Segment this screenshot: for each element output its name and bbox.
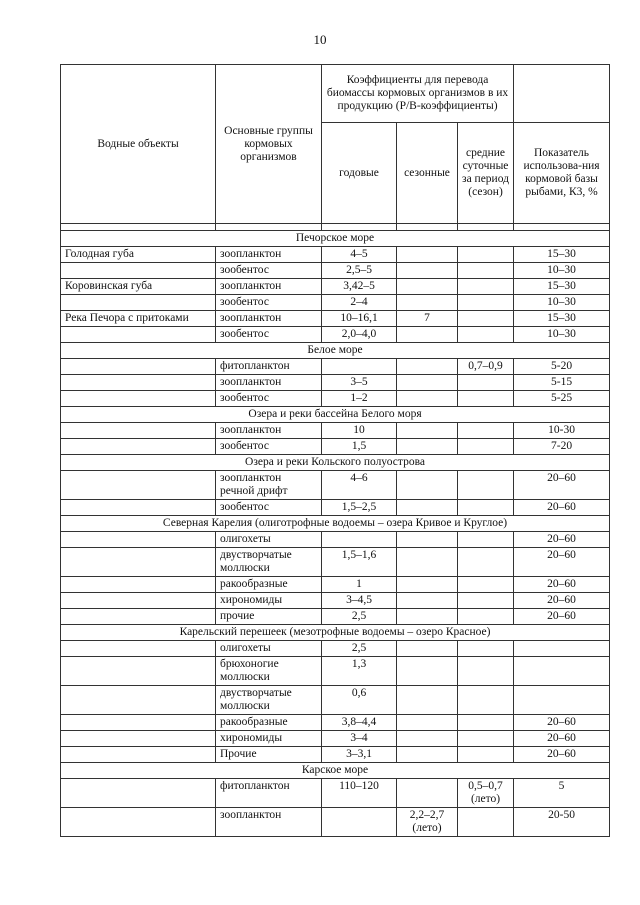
table-row: [61, 731, 610, 747]
annual-coef-cell: 3–5: [322, 375, 397, 391]
daily-coef-cell: [458, 593, 514, 609]
seasonal-coef-cell: [397, 279, 458, 295]
water-object-cell: [61, 391, 216, 407]
section-row: [61, 407, 610, 423]
water-object-cell: [61, 686, 216, 715]
seasonal-coef-cell: [397, 439, 458, 455]
section-row: [61, 231, 610, 247]
table-row: [61, 532, 610, 548]
water-object-cell: [61, 439, 216, 455]
water-object-cell: [61, 327, 216, 343]
water-object-cell: [61, 295, 216, 311]
section-title: Озера и реки Кольского полуострова: [61, 455, 610, 471]
organism-group-cell: олигохеты: [216, 641, 322, 657]
water-object-cell: Коровинская губа: [61, 279, 216, 295]
annual-coef-cell: 3–3,1: [322, 747, 397, 763]
water-object-cell: Река Печора с притоками: [61, 311, 216, 327]
table-row: [61, 500, 610, 516]
daily-coef-cell: [458, 295, 514, 311]
usage-index-cell: [514, 686, 610, 715]
table-row: [61, 808, 610, 837]
section-row: [61, 516, 610, 532]
annual-coef-cell: 1,5: [322, 439, 397, 455]
water-object-cell: [61, 641, 216, 657]
annual-coef-cell: 10–16,1: [322, 311, 397, 327]
annual-coef-cell: 3–4,5: [322, 593, 397, 609]
annual-coef-cell: 2,5: [322, 609, 397, 625]
section-title: Печорское море: [61, 231, 610, 247]
section-row: [61, 343, 610, 359]
daily-coef-cell: [458, 808, 514, 837]
header-coefficients: Коэффициенты для перевода биомассы кормовых организмов в их продукцию (Р/В-коэффициенты): [322, 65, 514, 123]
table-row: [61, 359, 610, 375]
organism-group-cell: зоопланктон: [216, 311, 322, 327]
seasonal-coef-cell: [397, 715, 458, 731]
organism-group-cell: хирономиды: [216, 593, 322, 609]
header-usage: Показатель использова-ния кормовой базы рыбами, К3, %: [514, 123, 610, 224]
annual-coef-cell: 3,42–5: [322, 279, 397, 295]
seasonal-coef-cell: [397, 359, 458, 375]
table-row: [61, 423, 610, 439]
organism-group-cell: зоопланктон речной дрифт: [216, 471, 322, 500]
table-row: [61, 779, 610, 808]
seasonal-coef-cell: [397, 247, 458, 263]
usage-index-cell: 5-25: [514, 391, 610, 407]
seasonal-coef-cell: [397, 641, 458, 657]
table-row: [61, 686, 610, 715]
organism-group-cell: зообентос: [216, 500, 322, 516]
table-row: [61, 657, 610, 686]
daily-coef-cell: [458, 548, 514, 577]
water-object-cell: [61, 359, 216, 375]
annual-coef-cell: 110–120: [322, 779, 397, 808]
organism-group-cell: фитопланктон: [216, 779, 322, 808]
table-row: [61, 609, 610, 625]
table-row: [61, 641, 610, 657]
daily-coef-cell: [458, 423, 514, 439]
table-row: [61, 263, 610, 279]
header-spacer-row: [61, 224, 610, 231]
water-object-cell: [61, 731, 216, 747]
water-object-cell: [61, 715, 216, 731]
organism-group-cell: двустворчатые моллюски: [216, 548, 322, 577]
organism-group-cell: двустворчатые моллюски: [216, 686, 322, 715]
annual-coef-cell: [322, 808, 397, 837]
water-object-cell: [61, 657, 216, 686]
usage-index-cell: 5: [514, 779, 610, 808]
table-row: [61, 375, 610, 391]
organism-group-cell: Прочие: [216, 747, 322, 763]
water-object-cell: [61, 375, 216, 391]
header-empty-cell: [514, 65, 610, 123]
daily-coef-cell: [458, 532, 514, 548]
table-row: [61, 311, 610, 327]
annual-coef-cell: 10: [322, 423, 397, 439]
organism-group-cell: зоопланктон: [216, 808, 322, 837]
water-object-cell: Голодная губа: [61, 247, 216, 263]
section-title: Белое море: [61, 343, 610, 359]
seasonal-coef-cell: [397, 375, 458, 391]
header-objects: Водные объекты: [61, 65, 216, 224]
annual-coef-cell: 1,3: [322, 657, 397, 686]
daily-coef-cell: [458, 657, 514, 686]
usage-index-cell: 5-15: [514, 375, 610, 391]
daily-coef-cell: [458, 577, 514, 593]
usage-index-cell: 20-50: [514, 808, 610, 837]
water-object-cell: [61, 263, 216, 279]
organism-group-cell: фитопланктон: [216, 359, 322, 375]
biomass-coefficients-table: [60, 64, 610, 837]
water-object-cell: [61, 423, 216, 439]
seasonal-coef-cell: [397, 532, 458, 548]
usage-index-cell: 10-30: [514, 423, 610, 439]
water-object-cell: [61, 593, 216, 609]
seasonal-coef-cell: [397, 295, 458, 311]
usage-index-cell: 20–60: [514, 500, 610, 516]
seasonal-coef-cell: [397, 593, 458, 609]
annual-coef-cell: 1: [322, 577, 397, 593]
water-object-cell: [61, 609, 216, 625]
water-object-cell: [61, 471, 216, 500]
seasonal-coef-cell: [397, 391, 458, 407]
organism-group-cell: зообентос: [216, 439, 322, 455]
water-object-cell: [61, 548, 216, 577]
annual-coef-cell: 2,5: [322, 641, 397, 657]
daily-coef-cell: [458, 311, 514, 327]
table-row: [61, 715, 610, 731]
usage-index-cell: 20–60: [514, 593, 610, 609]
usage-index-cell: 20–60: [514, 532, 610, 548]
water-object-cell: [61, 577, 216, 593]
seasonal-coef-cell: [397, 577, 458, 593]
annual-coef-cell: 3–4: [322, 731, 397, 747]
water-object-cell: [61, 532, 216, 548]
daily-coef-cell: [458, 500, 514, 516]
seasonal-coef-cell: [397, 609, 458, 625]
daily-coef-cell: [458, 731, 514, 747]
water-object-cell: [61, 779, 216, 808]
table-row: [61, 247, 610, 263]
annual-coef-cell: 3,8–4,4: [322, 715, 397, 731]
annual-coef-cell: 4–6: [322, 471, 397, 500]
organism-group-cell: олигохеты: [216, 532, 322, 548]
usage-index-cell: 10–30: [514, 327, 610, 343]
seasonal-coef-cell: [397, 779, 458, 808]
seasonal-coef-cell: [397, 327, 458, 343]
usage-index-cell: 10–30: [514, 295, 610, 311]
header-daily: средние суточные за период (сезон): [458, 123, 514, 224]
daily-coef-cell: [458, 391, 514, 407]
annual-coef-cell: 2,5–5: [322, 263, 397, 279]
water-object-cell: [61, 747, 216, 763]
usage-index-cell: 20–60: [514, 747, 610, 763]
annual-coef-cell: 4–5: [322, 247, 397, 263]
seasonal-coef-cell: [397, 686, 458, 715]
table-row: [61, 593, 610, 609]
organism-group-cell: зообентос: [216, 327, 322, 343]
daily-coef-cell: 0,5–0,7 (лето): [458, 779, 514, 808]
section-row: [61, 625, 610, 641]
organism-group-cell: хирономиды: [216, 731, 322, 747]
table-row: [61, 439, 610, 455]
organism-group-cell: зообентос: [216, 295, 322, 311]
daily-coef-cell: [458, 471, 514, 500]
daily-coef-cell: [458, 279, 514, 295]
section-title: Северная Карелия (олиготрофные водоемы – озера Кривое и Круглое): [61, 516, 610, 532]
table-row: [61, 391, 610, 407]
usage-index-cell: 20–60: [514, 715, 610, 731]
organism-group-cell: зоопланктон: [216, 247, 322, 263]
daily-coef-cell: [458, 686, 514, 715]
organism-group-cell: зообентос: [216, 263, 322, 279]
organism-group-cell: зообентос: [216, 391, 322, 407]
organism-group-cell: ракообразные: [216, 715, 322, 731]
usage-index-cell: 7-20: [514, 439, 610, 455]
daily-coef-cell: [458, 327, 514, 343]
daily-coef-cell: [458, 263, 514, 279]
water-object-cell: [61, 808, 216, 837]
organism-group-cell: зоопланктон: [216, 375, 322, 391]
table-row: [61, 471, 610, 500]
usage-index-cell: 15–30: [514, 247, 610, 263]
usage-index-cell: 15–30: [514, 311, 610, 327]
section-title: Озера и реки бассейна Белого моря: [61, 407, 610, 423]
annual-coef-cell: 0,6: [322, 686, 397, 715]
daily-coef-cell: [458, 375, 514, 391]
daily-coef-cell: [458, 641, 514, 657]
organism-group-cell: зоопланктон: [216, 279, 322, 295]
section-row: [61, 763, 610, 779]
organism-group-cell: ракообразные: [216, 577, 322, 593]
seasonal-coef-cell: [397, 747, 458, 763]
usage-index-cell: [514, 641, 610, 657]
annual-coef-cell: 2,0–4,0: [322, 327, 397, 343]
usage-index-cell: 20–60: [514, 471, 610, 500]
header-groups: Основные группы кормовых организмов: [216, 65, 322, 224]
page-number: 10: [313, 32, 327, 47]
table-row: [61, 327, 610, 343]
seasonal-coef-cell: [397, 548, 458, 577]
annual-coef-cell: 1,5–2,5: [322, 500, 397, 516]
usage-index-cell: [514, 657, 610, 686]
daily-coef-cell: 0,7–0,9: [458, 359, 514, 375]
table-row: [61, 279, 610, 295]
table-row: [61, 577, 610, 593]
annual-coef-cell: 2–4: [322, 295, 397, 311]
header-annual: годовые: [322, 123, 397, 224]
organism-group-cell: брюхоногие моллюски: [216, 657, 322, 686]
seasonal-coef-cell: [397, 471, 458, 500]
section-title: Карское море: [61, 763, 610, 779]
annual-coef-cell: [322, 359, 397, 375]
header-seasonal: сезонные: [397, 123, 458, 224]
usage-index-cell: 10–30: [514, 263, 610, 279]
seasonal-coef-cell: 2,2–2,7 (лето): [397, 808, 458, 837]
annual-coef-cell: [322, 532, 397, 548]
daily-coef-cell: [458, 609, 514, 625]
daily-coef-cell: [458, 715, 514, 731]
usage-index-cell: 5-20: [514, 359, 610, 375]
daily-coef-cell: [458, 439, 514, 455]
seasonal-coef-cell: 7: [397, 311, 458, 327]
organism-group-cell: зоопланктон: [216, 423, 322, 439]
usage-index-cell: 20–60: [514, 731, 610, 747]
seasonal-coef-cell: [397, 731, 458, 747]
usage-index-cell: 20–60: [514, 548, 610, 577]
daily-coef-cell: [458, 747, 514, 763]
organism-group-cell: прочие: [216, 609, 322, 625]
table-row: [61, 295, 610, 311]
usage-index-cell: 20–60: [514, 609, 610, 625]
section-row: [61, 455, 610, 471]
usage-index-cell: 15–30: [514, 279, 610, 295]
table-row: [61, 548, 610, 577]
annual-coef-cell: 1,5–1,6: [322, 548, 397, 577]
seasonal-coef-cell: [397, 423, 458, 439]
section-title: Карельский перешеек (мезотрофные водоемы – озеро Красное): [61, 625, 610, 641]
water-object-cell: [61, 500, 216, 516]
seasonal-coef-cell: [397, 263, 458, 279]
annual-coef-cell: 1–2: [322, 391, 397, 407]
table-row: [61, 747, 610, 763]
daily-coef-cell: [458, 247, 514, 263]
usage-index-cell: 20–60: [514, 577, 610, 593]
seasonal-coef-cell: [397, 657, 458, 686]
seasonal-coef-cell: [397, 500, 458, 516]
